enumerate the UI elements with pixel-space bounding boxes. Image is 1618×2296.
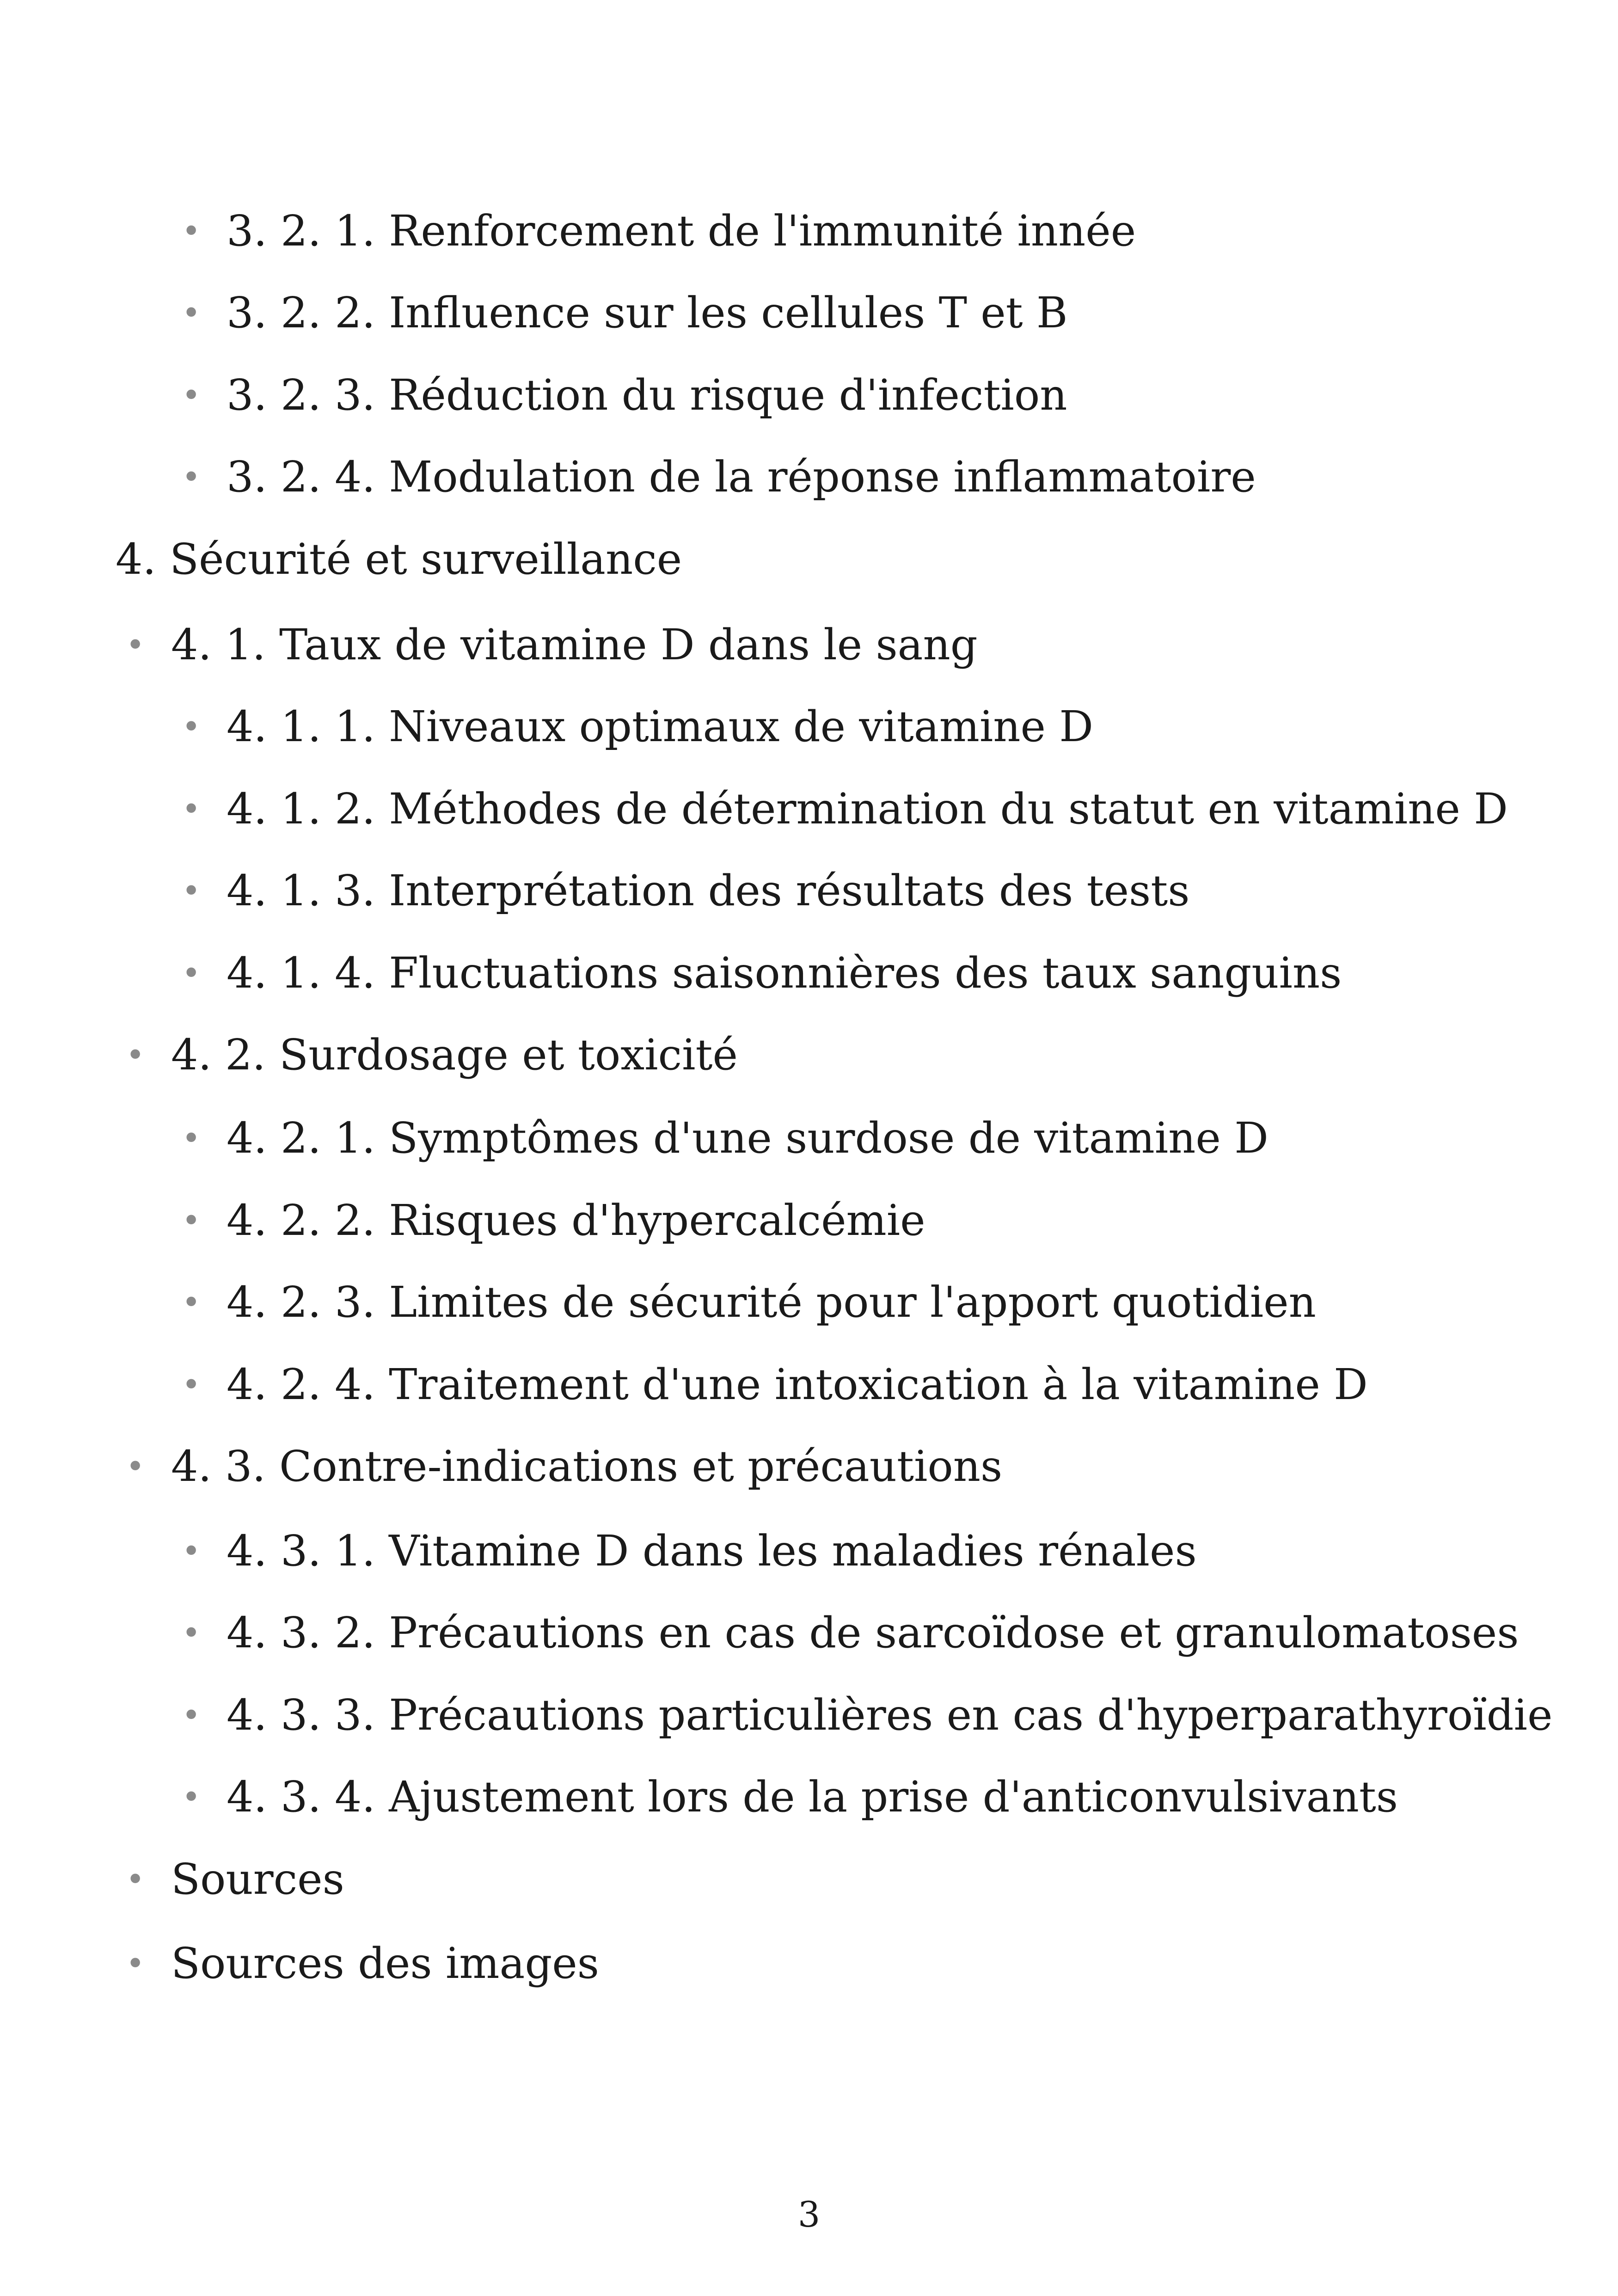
bullet-icon: • [182,1778,201,1816]
toc-item-label: 4. Sécurité et surveillance [116,534,682,584]
toc-item-label: 4. 1. 3. Interprétation des résultats des tests [227,866,1190,915]
toc-item-label: 4. 1. Taux de vitamine D dans le sang [171,620,978,669]
bullet-icon: • [182,212,201,250]
toc-item-label: 3. 2. 1. Renforcement de l'immunité innée [227,206,1136,256]
toc-item-label: 4. 3. 4. Ajustement lors de la prise d'anticonvulsivants [227,1772,1398,1822]
bullet-icon: • [182,458,201,496]
toc-item-label: 3. 2. 4. Modulation de la réponse inflammatoire [227,452,1256,502]
bullet-icon: • [126,1860,145,1898]
toc-item-label: 4. 2. 1. Symptômes d'une surdose de vitamine D [227,1113,1269,1163]
page-number: 3 [797,2194,821,2235]
bullet-icon: • [182,1202,201,1240]
bullet-icon: • [182,1283,201,1321]
toc-item-label: 4. 1. 1. Niveaux optimaux de vitamine D [227,702,1093,751]
toc-item-label: 4. 3. 1. Vitamine D dans les maladies rénales [227,1526,1197,1576]
bullet-icon: • [182,872,201,910]
toc-item-label: Sources [171,1854,344,1904]
bullet-icon: • [182,1696,201,1734]
bullet-icon: • [126,1945,145,1983]
bullet-icon: • [182,294,201,332]
toc-item-label: 4. 2. 2. Risques d'hypercalcémie [227,1196,925,1245]
toc-item-label: 3. 2. 2. Influence sur les cellules T et B [227,288,1068,338]
toc-item-label: 4. 1. 4. Fluctuations saisonnières des taux sanguins [227,948,1342,998]
bullet-icon: • [182,1366,201,1404]
toc-section-heading[interactable] [116,532,682,587]
bullet-icon: • [182,376,201,414]
toc-item-label: Sources des images [171,1939,599,1988]
toc-item-label: 4. 3. 3. Précautions particulières en cas d'hyperparathyroïdie [227,1690,1553,1740]
bullet-icon: • [126,1036,145,1074]
toc-item-label: 4. 2. Surdosage et toxicité [171,1030,738,1080]
bullet-icon: • [182,1614,201,1652]
bullet-icon: • [182,1532,201,1570]
toc-item-label: 4. 3. Contre-indications et précautions [171,1442,1003,1491]
bullet-icon: • [126,1448,145,1486]
toc-item-label: 4. 2. 3. Limites de sécurité pour l'apport quotidien [227,1277,1316,1327]
toc-item-label: 3. 2. 3. Réduction du risque d'infection [227,370,1067,420]
toc-item-label: 4. 1. 2. Méthodes de détermination du statut en vitamine D [227,784,1508,834]
bullet-icon: • [182,1119,201,1157]
bullet-icon: • [182,708,201,746]
toc-item-label: 4. 3. 2. Précautions en cas de sarcoïdose et granulomatoses [227,1608,1519,1658]
bullet-icon: • [182,790,201,828]
bullet-icon: • [126,626,145,664]
bullet-icon: • [182,954,201,992]
toc-item-label: 4. 2. 4. Traitement d'une intoxication à la vitamine D [227,1360,1368,1409]
